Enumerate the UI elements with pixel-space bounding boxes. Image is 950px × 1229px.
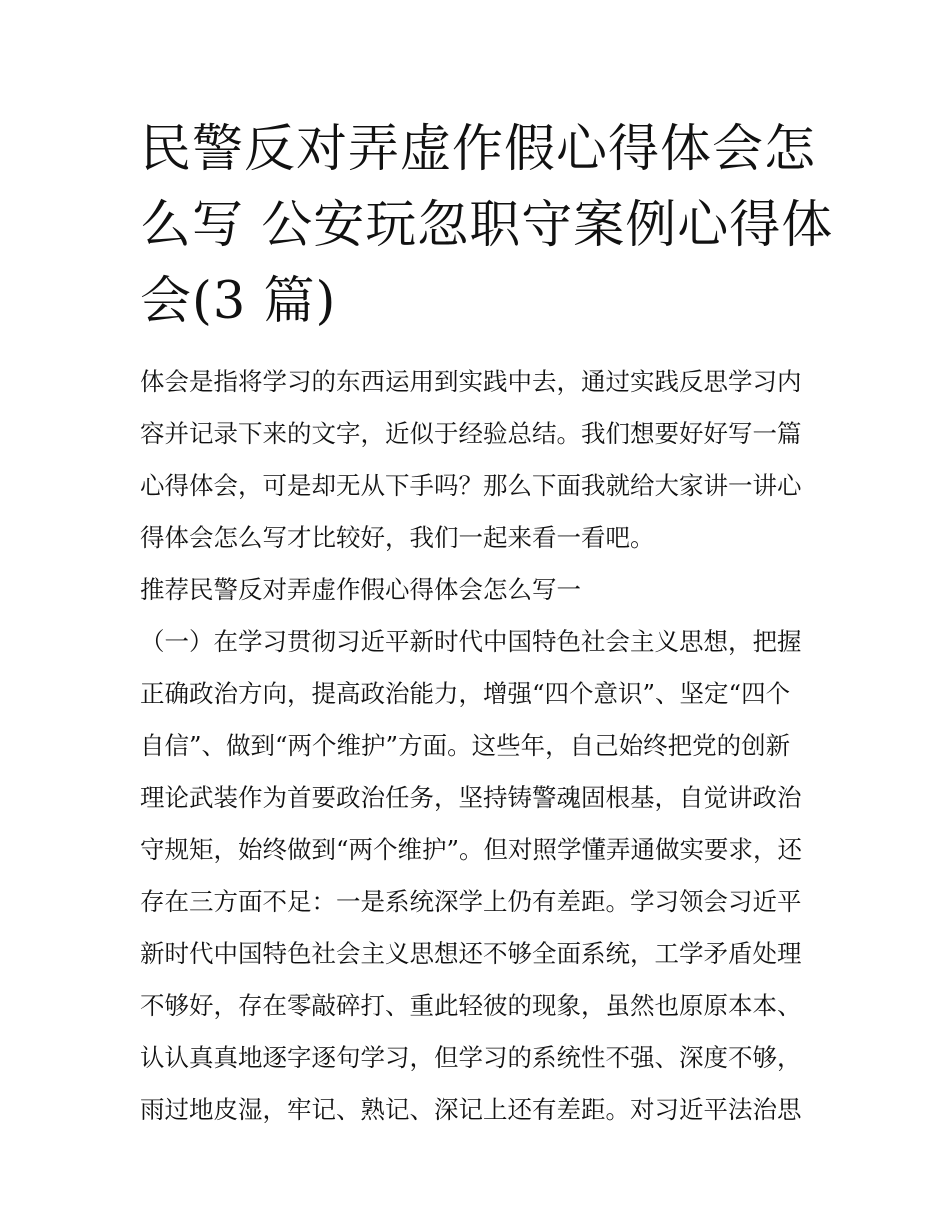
text-line: 雨过地皮湿，牢记、熟记、深记上还有差距。对习近平法治思 [140, 1095, 802, 1124]
document-title [140, 112, 834, 340]
text-line: 守规矩，始终做到“两个维护”。但对照学懂弄通做实要求，还 [140, 835, 803, 864]
text-line: （一）在学习贯彻习近平新时代中国特色社会主义思想，把握 [140, 627, 802, 656]
text-line: 不够好，存在零敲碎打、重此轻彼的现象，虽然也原原本本、 [140, 991, 802, 1020]
intro-paragraph [140, 356, 820, 564]
text-line: 得体会怎么写才比较好，我们一起来看一看吧。 [140, 523, 655, 552]
title-line: 会(3 篇) [140, 272, 337, 331]
title-line: 么写 公安玩忽职守案例心得体 [140, 196, 834, 255]
text-line: 正确政治方向，提高政治能力，增强“四个意识”、坚定“四个 [140, 679, 791, 708]
document-body [140, 356, 820, 1136]
text-line: 新时代中国特色社会主义思想还不够全面系统，工学矛盾处理 [140, 939, 802, 968]
text-line: 存在三方面不足：一是系统深学上仍有差距。学习领会习近平 [140, 887, 802, 916]
title-line: 民警反对弄虚作假心得体会怎 [140, 120, 817, 179]
text-line: 体会是指将学习的东西运用到实践中去，通过实践反思学习内 [140, 367, 802, 396]
body-paragraph [140, 616, 820, 1136]
section-heading [140, 564, 820, 616]
text-line: 认认真真地逐字逐句学习，但学习的系统性不强、深度不够， [140, 1043, 802, 1072]
text-line: 容并记录下来的文字，近似于经验总结。我们想要好好写一篇 [140, 419, 802, 448]
text-line: 理论武装作为首要政治任务，坚持铸警魂固根基，自觉讲政治 [140, 783, 802, 812]
text-line: 心得体会，可是却无从下手吗？那么下面我就给大家讲一讲心 [140, 471, 802, 500]
text-line: 自信”、做到“两个维护”方面。这些年，自己始终把党的创新 [140, 731, 791, 760]
text-line: 推荐民警反对弄虚作假心得体会怎么写一 [140, 575, 581, 604]
